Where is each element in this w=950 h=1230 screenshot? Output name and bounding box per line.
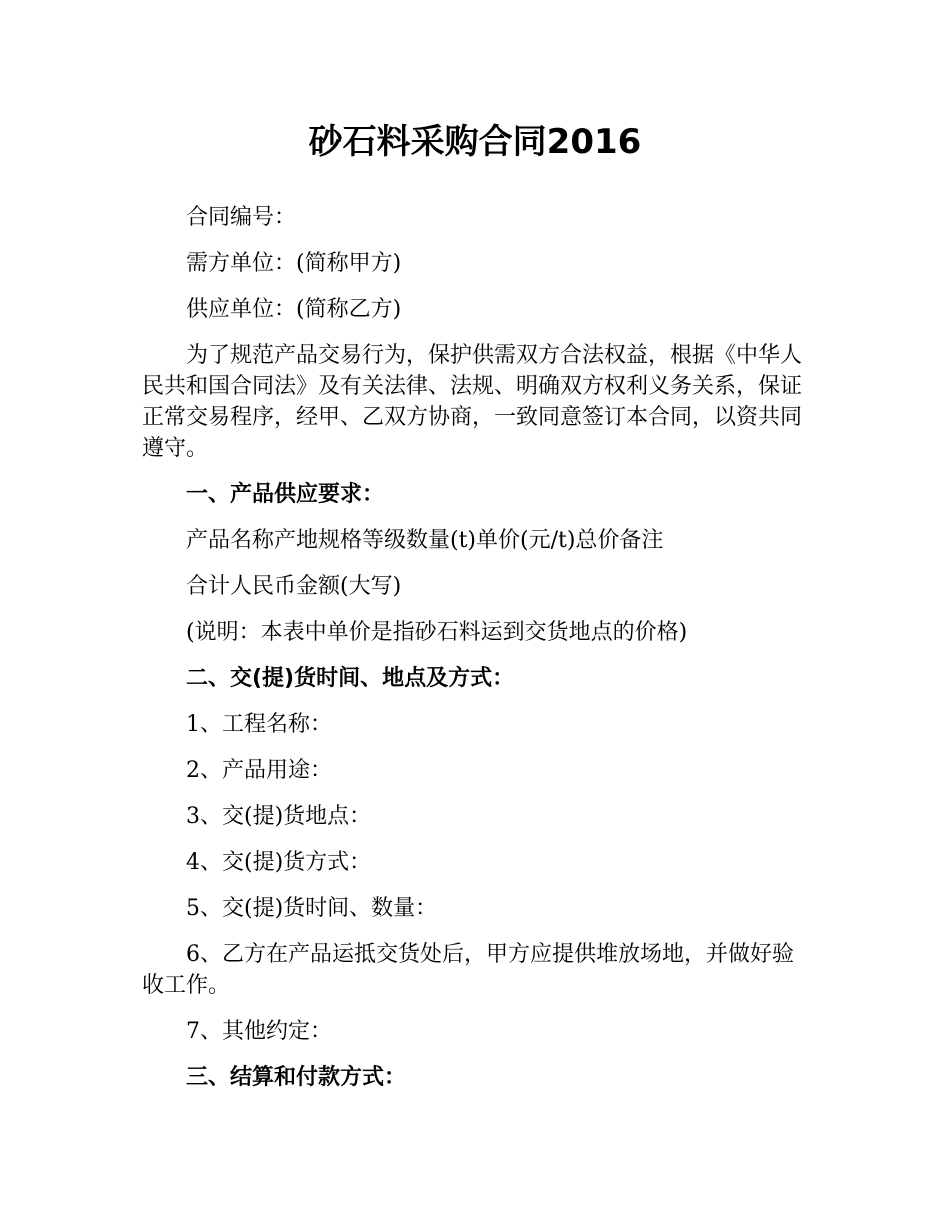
section-heading: 二、交(提)货时间、地点及方式： [186,666,515,691]
paragraph: 合计人民币金额(大写) [186,574,402,599]
paragraph: 为了规范产品交易行为，保护供需双方合法权益，根据《中华人民共和国合同法》及有关法律、法规、明确双方权利义务关系，保证正常交易程序，经甲、乙双方协商，一致同意签订本合同，以资共同遵守。 [142,343,803,461]
section-heading: 一、产品供应要求： [186,482,385,507]
paragraph: 1、工程名称： [186,712,332,737]
paragraph: 6、乙方在产品运抵交货处后，甲方应提供堆放场地，并做好验收工作。 [142,942,794,998]
paragraph: 产品名称产地规格等级数量(t)单价(元/t)总价备注 [186,528,664,553]
paragraph: 2、产品用途： [186,758,332,783]
paragraph: 4、交(提)货方式： [186,850,372,875]
section-heading: 三、结算和付款方式： [186,1065,407,1090]
paragraph: (说明：本表中单价是指砂石料运到交货地点的价格) [186,620,688,645]
paragraph: 7、其他约定： [186,1019,332,1044]
paragraph: 合同编号： [186,205,297,230]
paragraph: 供应单位：(简称乙方) [186,297,402,322]
document-body [142,202,814,1108]
paragraph: 5、交(提)货时间、数量： [186,896,438,921]
paragraph: 3、交(提)货地点： [186,804,372,829]
paragraph: 需方单位：(简称甲方) [186,251,402,276]
document-title: 砂石料采购合同2016 [308,122,642,162]
